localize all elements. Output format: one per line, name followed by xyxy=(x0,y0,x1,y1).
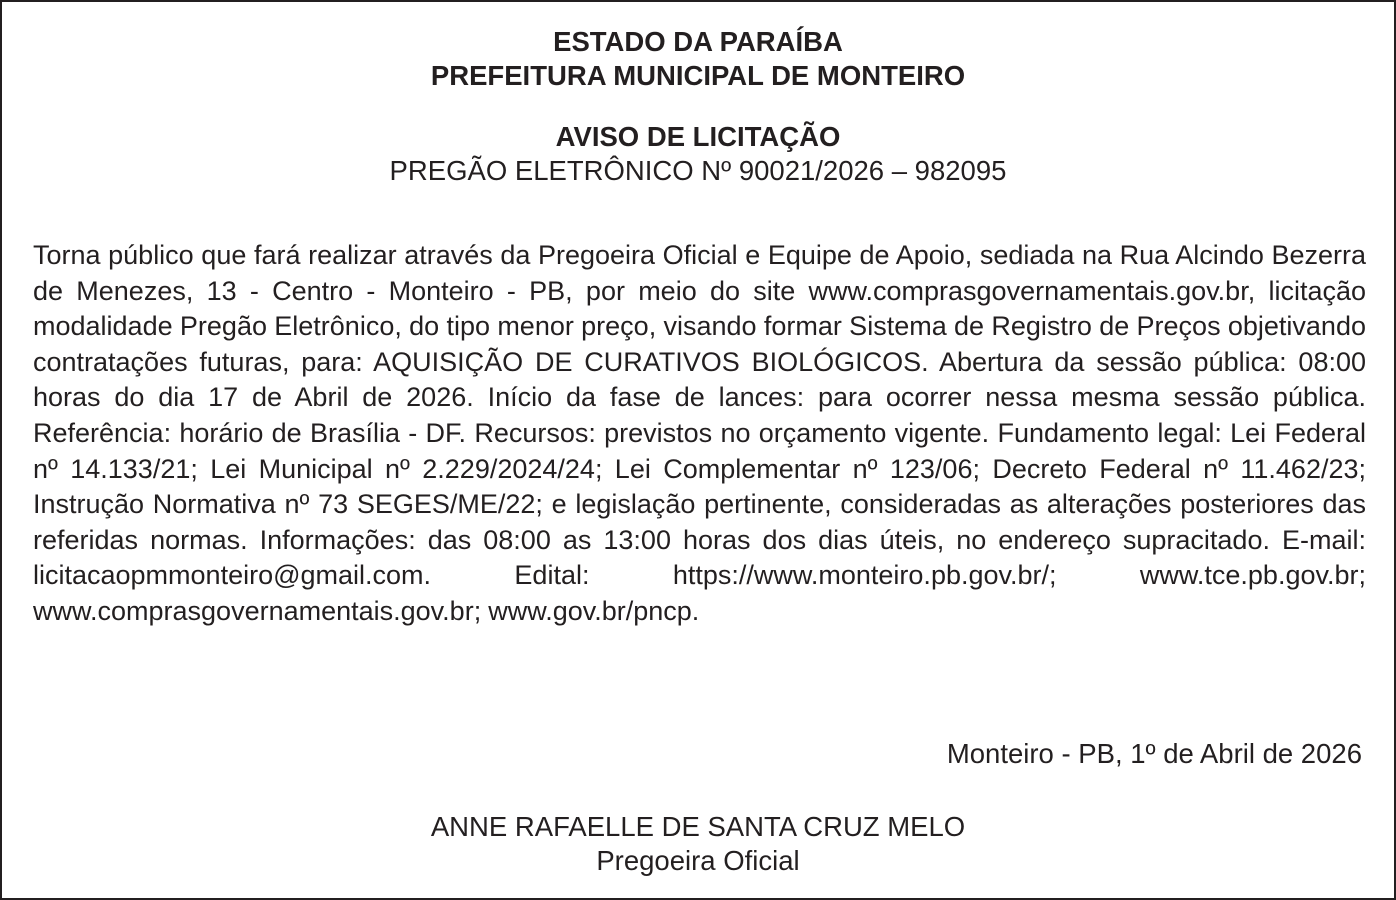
signatory-role: Pregoeira Oficial xyxy=(596,845,800,876)
signature-block xyxy=(2,810,1394,878)
notice-title: AVISO DE LICITAÇÃO xyxy=(555,121,841,152)
process-number: PREGÃO ELETRÔNICO Nº 90021/2026 – 982095 xyxy=(389,155,1007,186)
header-spacer xyxy=(2,93,1394,120)
place-and-date: Monteiro - PB, 1º de Abril de 2026 xyxy=(946,738,1362,769)
municipality-name: PREFEITURA MUNICIPAL DE MONTEIRO xyxy=(430,60,966,91)
notice-header xyxy=(2,25,1394,188)
notice-body: Torna público que fará realizar através da Pregoeira Oficial e Equipe de Apoio, sediada na Rua Alcindo Bezerra de Menezes, 13 - Centro - Monteiro - PB, por meio do site www.comprasgovernamentais.gov.br, licitação modalidade Pregão Eletrônico, do tipo menor preço, visando formar Sistema de Registro de Preços objetivando contratações futuras, para: AQUISIÇÃO DE CURATIVOS BIOLÓGICOS. Abertura da sessão pública: 08:00 horas do dia 17 de Abril de 2026. Início da fase de lances: para ocorrer nessa mesma sessão pública. Referência: horário de Brasília - DF. Recursos: previstos no orçamento vigente. Fundamento legal: Lei Federal nº 14.133/21; Lei Municipal nº 2.229/2024/24; Lei Complementar nº 123/06; Decreto Federal nº 11.462/23; Instrução Normativa nº 73 SEGES/ME/22; e legislação pertinente, consideradas as alterações posteriores das referidas normas. Informações: das 08:00 as 13:00 horas dos dias úteis, no endereço supracitado. E-mail: licitacaopmmonteiro@gmail.com. Edital: https://www.monteiro.pb.gov.br/; www.tce.pb.gov.br; www.comprasgovernamentais.gov.br; www.gov.br/pncp. xyxy=(33,240,1366,626)
state-name: ESTADO DA PARAÍBA xyxy=(553,26,843,57)
signatory-name: ANNE RAFAELLE DE SANTA CRUZ MELO xyxy=(430,811,966,842)
